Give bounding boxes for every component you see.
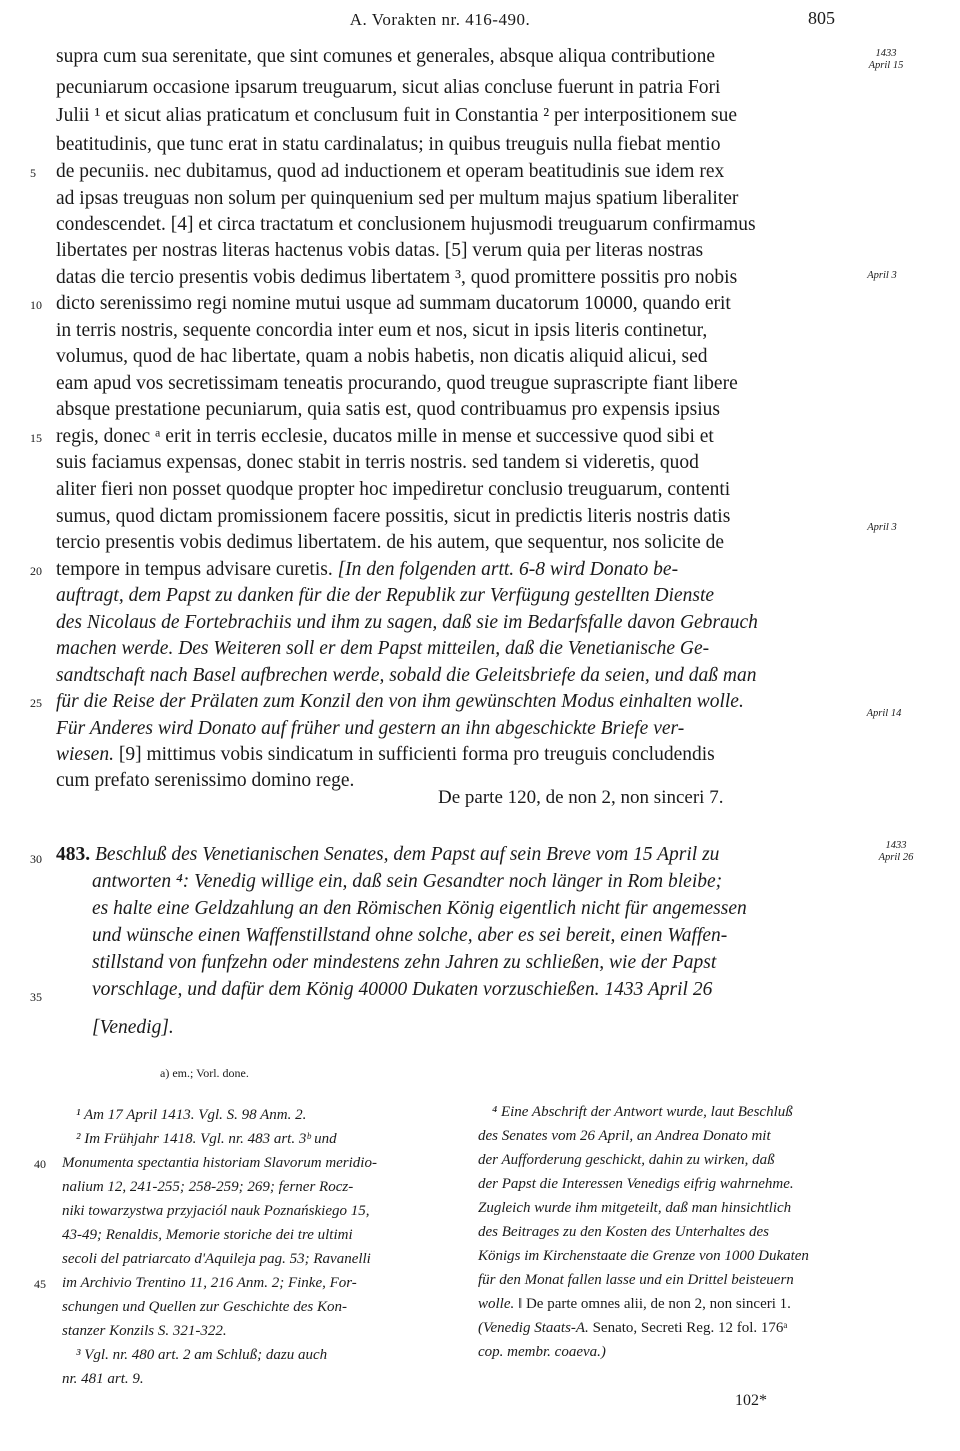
footnote-line: ³ Vgl. nr. 480 art. 2 am Schluß; dazu auch [76, 1347, 328, 1363]
footnote-line: nalium 12, 241-255; 258-259; 269; ferner Rocz- [62, 1179, 354, 1195]
text-line: regis, donec ᵃ erit in terris ecclesie, ducatos mille in mense et successive quod sibi et [56, 426, 714, 447]
margin-date: 1433 April 15 [868, 48, 904, 71]
footnote-line: des Beitrages zu den Kosten des Unterhaltes des [478, 1224, 769, 1240]
footnote-line: des Senates vom 26 April, an Andrea Donato mit [478, 1128, 771, 1144]
text-line: suis faciamus expensas, donec stabit in terris nostris. sed tandem si videretis, quod [56, 452, 699, 473]
line-number: 10 [30, 298, 42, 312]
footnote-line: cop. membr. coaeva.) [478, 1344, 606, 1360]
text-line: sumus, quod dictam promissionem facere possitis, sicut in predictis literis nostris datis [56, 506, 731, 527]
footnote-line: im Archivio Trentino 11, 216 Anm. 2; Finke, For- [62, 1275, 357, 1291]
text-line: pecuniarum occasione ipsarum treuguarum, sicut alias concluse fuerunt in patria Fori [56, 77, 721, 98]
text-italic: wiesen. [56, 744, 114, 765]
footnote-line: 43-49; Renaldis, Memorie storiche dei tre ultimi [62, 1227, 353, 1243]
line-number: 20 [30, 564, 42, 578]
line-number: 15 [30, 431, 42, 445]
italic-line: für die Reise der Prälaten zum Konzil den von ihm gewünschten Modus einhalten wolle. [56, 691, 744, 712]
line-number: 5 [30, 166, 36, 180]
italic-line: sandtschaft nach Basel aufbrechen werde, sobald die Geleitsbriefe da seien, und daß man [56, 665, 757, 686]
regest-line: antworten ⁴: Venedig willige ein, daß sein Gesandter noch länger in Rom bleibe; [92, 871, 723, 892]
footnote-line: ⁴ Eine Abschrift der Antwort wurde, laut Beschluß [492, 1104, 793, 1120]
footnote-line: ² Im Frühjahr 1418. Vgl. nr. 483 art. 3ᵇ und [76, 1131, 337, 1147]
italic-line: Für Anderes wird Donato auf früher und gestern an ihn abgeschickte Briefe ver- [56, 718, 685, 739]
regest-line: stillstand von funfzehn oder mindestens zehn Jahren zu schließen, wie der Papst [92, 952, 717, 973]
footnote-line: für den Monat fallen lasse und ein Drittel beisteuern [478, 1272, 794, 1288]
text-line: supra cum sua serenitate, que sint comunes et generales, absque aliqua contributione [56, 46, 715, 67]
italic-line: machen werde. Des Weiteren soll er dem Papst mitteilen, daß die Venetianische Ge- [56, 638, 710, 659]
text-line: beatitudinis, que tunc erat in statu cardinalatus; in quibus treuguis nulla fiebat mentio [56, 134, 721, 155]
regest-line: [Venedig]. [92, 1017, 174, 1038]
line-number: 30 [30, 852, 42, 866]
vote-tally: De parte 120, de non 2, non sinceri 7. [438, 787, 724, 808]
line-number: 45 [34, 1277, 46, 1291]
footnote-line: nr. 481 art. 9. [62, 1371, 144, 1387]
text-line: volumus, quod de hac libertate, quam a nobis habetis, non dicatis aliquid alicui, sed [56, 346, 708, 367]
footnote-line: schungen und Quellen zur Geschichte des Kon- [62, 1299, 347, 1315]
regest-line: vorschlage, und dafür dem König 40000 Dukaten vorzuschießen. 1433 April 26 [92, 979, 713, 1000]
text-line-mixed [56, 742, 856, 768]
text-roman: tempore in tempus advisare curetis. [56, 559, 333, 580]
running-header: A. Vorakten nr. 416-490. [349, 10, 531, 29]
footnote-line: stanzer Konzils S. 321-322. [62, 1323, 227, 1339]
regest-line: es halte eine Geldzahlung an den Römischen König eigentlich nicht für angemessen [92, 898, 747, 919]
italic-line: auftragt, dem Papst zu danken für die der Republik zur Verfügung gestellten Dienste [56, 585, 715, 606]
margin-date: April 3 [867, 270, 897, 281]
text-line: in terris nostris, sequente concordia inter eum et nos, sicut in ipsis literis continetur, [56, 320, 708, 341]
text-line: libertates per nostras literas hactenus vobis datas. [5] verum quia per literas nostras [56, 240, 704, 261]
footnotes-left [62, 1103, 462, 1391]
text-line: condescendet. [4] et circa tractatum et conclusionem hujusmodi treuguarum confirmamus [56, 214, 756, 235]
line-number: 35 [30, 990, 42, 1004]
signature-mark: 102* [735, 1392, 767, 1409]
footnote-line: der Aufforderung geschickt, dahin zu wirken, daß [478, 1152, 775, 1168]
footnote-line: secoli del patriarcato d'Aquileja pag. 53; Ravanelli [62, 1251, 371, 1267]
text-line: Julii ¹ et sicut alias praticatum et conclusum fuit in Constantia ² per interpositionem sue [56, 105, 738, 126]
text-line: ad ipsas treuguas non solum per quinquenium sed per multum majus spatium liberaliter [56, 188, 739, 209]
text-roman: [9] mittimus vobis sindicatum in sufficienti forma pro treuguis concludendis [118, 744, 715, 765]
line-number: 40 [34, 1157, 46, 1171]
footnote-line: Zugleich wurde ihm mitgeteilt, daß man hinsichtlich [478, 1200, 792, 1216]
regest-line: 483. Beschluß des Venetianischen Senates, dem Papst auf sein Breve vom 15 April zu [56, 844, 720, 865]
text-line: absque prestatione pecuniarum, quia satis est, quod contribuamus pro expensis ipsius [56, 399, 720, 420]
footnote-line: wolle. ‖ De parte omnes alii, de non 2, non sinceri 1. [478, 1296, 791, 1312]
variant-note: a) em.; Vorl. done. [160, 1066, 249, 1080]
margin-date: 1433 April 26 [878, 840, 914, 863]
footnote-line: niki towarzystwa przyjaciól nauk Poznańskiego 15, [62, 1203, 370, 1219]
text-line: eam apud vos secretissimam teneatis procurando, quod treugue suprascripte fiant libere [56, 373, 738, 394]
footnote-line: der Papst die Interessen Venedigs eifrig wahrnehme. [478, 1176, 794, 1192]
text-line: aliter fieri non posset quodque propter hoc impediretur conclusio treuguarum, contenti [56, 479, 731, 500]
text-line: de pecuniis. nec dubitamus, quod ad inductionem et operam beatitudinis sue idem rex [56, 161, 725, 182]
footnote-line: Monumenta spectantia historiam Slavorum meridio- [62, 1155, 377, 1171]
text-italic: [In den folgenden artt. 6-8 wird Donato be- [337, 559, 679, 580]
margin-date: April 3 [867, 522, 897, 533]
text-line: datas die tercio presentis vobis dedimus libertatem ³, quod promittere possitis pro nobis [56, 267, 738, 288]
footnotes-right [478, 1100, 898, 1364]
text-line: dicto serenissimo regi nomine mutui usque ad summam ducatorum 10000, quando erit [56, 293, 731, 314]
document-number: 483. [56, 844, 91, 865]
footnote-line: Königs im Kirchenstaate die Grenze von 1000 Dukaten [478, 1248, 809, 1264]
margin-date: April 14 [866, 708, 902, 719]
text-line-mixed [56, 557, 856, 583]
line-number: 25 [30, 696, 42, 710]
footnote-line: (Venedig Staats-A. Senato, Secreti Reg. 12 fol. 176ᵃ [478, 1320, 788, 1336]
italic-line: des Nicolaus de Fortebrachiis und ihm zu sagen, daß sie im Bedarfsfalle davon Gebrauch [56, 612, 758, 633]
regest-line: und wünsche einen Waffenstillstand ohne solche, aber es sei bereit, einen Waffen- [92, 925, 728, 946]
text-line: tercio presentis vobis dedimus libertatem. de his autem, que sequentur, nos solicite de [56, 532, 725, 553]
page-number: 805 [808, 8, 835, 28]
text-line: cum prefato serenissimo domino rege. [56, 770, 355, 791]
footnote-line: ¹ Am 17 April 1413. Vgl. S. 98 Anm. 2. [76, 1107, 307, 1123]
